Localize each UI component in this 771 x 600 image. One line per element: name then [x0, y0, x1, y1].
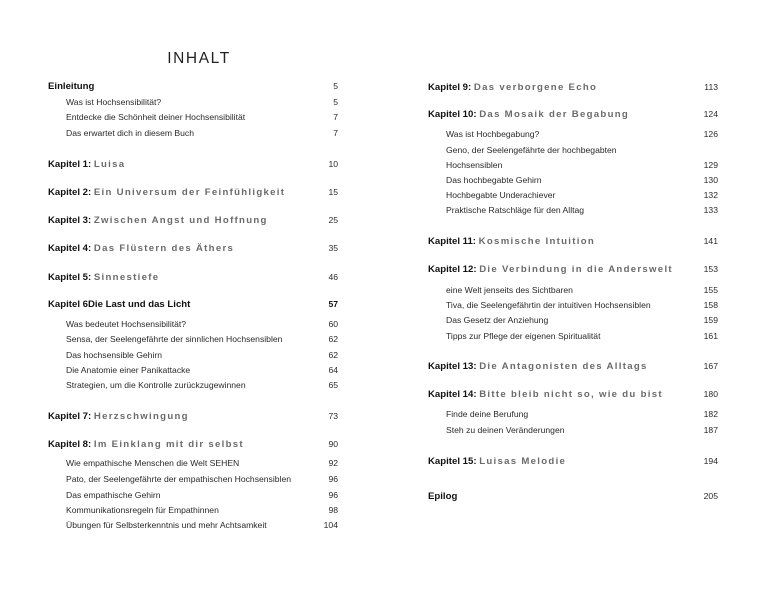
toc-subsection-entry [48, 520, 338, 530]
subsection-title: Übungen für Selbsterkenntnis und mehr Achtsamkeit [66, 520, 267, 530]
page-number: 182 [703, 409, 718, 419]
toc-subsection-entry [428, 190, 718, 200]
subsection-title: Entdecke die Schönheit deiner Hochsensibilität [66, 112, 246, 122]
subsection-title: Strategien, um die Kontrolle zurückzugewinnen [66, 380, 246, 390]
toc-subsection-entry [48, 350, 338, 360]
chapter-label: Kapitel 15: [428, 456, 477, 467]
toc-chapter-entry [48, 299, 338, 310]
toc-chapter-entry [428, 456, 718, 467]
page-number: 141 [703, 236, 718, 246]
chapter-title: Das Flüstern des Äthers [93, 243, 235, 254]
page-number: 113 [704, 82, 718, 92]
chapter-label: Epilog [428, 491, 458, 502]
chapter-label: Kapitel 3: [48, 215, 92, 226]
page-number: 159 [703, 315, 718, 325]
toc-subsection-entry [48, 490, 338, 500]
chapter-label: Kapitel 12: [428, 264, 477, 275]
toc-subsection-entry [48, 128, 338, 138]
toc-subsection-entry [48, 112, 338, 122]
page-number: 194 [703, 456, 718, 466]
chapter-title: Die Last und das Licht [88, 299, 191, 310]
toc-subsection-entry [428, 160, 718, 170]
chapter-label: Kapitel 5: [48, 272, 92, 283]
toc-subsection-entry [428, 315, 718, 325]
chapter-title: Luisa [93, 159, 126, 170]
subsection-title: Was ist Hochsensibilität? [66, 97, 162, 107]
subsection-title: Kommunikationsregeln für Empathinnen [66, 505, 219, 515]
page-number: 132 [703, 190, 718, 200]
page-number: 25 [328, 215, 338, 225]
toc-subsection-entry [48, 365, 338, 375]
page-number: 46 [328, 272, 338, 282]
page-number: 126 [703, 129, 718, 139]
page-number: 104 [323, 520, 338, 530]
toc-chapter-entry [48, 439, 338, 450]
toc-chapter-entry [428, 389, 718, 400]
toc-subsection-entry [428, 175, 718, 185]
toc-chapter-entry [48, 159, 338, 170]
chapter-title: Luisas Melodie [479, 456, 567, 467]
page-number: 90 [328, 439, 338, 449]
subsection-title: Hochbegabte Underachiever [446, 190, 556, 200]
toc-subsection-entry [428, 300, 718, 310]
page-number: 10 [328, 159, 338, 169]
page-number: 161 [703, 331, 718, 341]
toc-subsection-entry [48, 334, 338, 344]
page-number: 62 [328, 334, 338, 344]
page-number: 64 [328, 365, 338, 375]
chapter-title: Das verborgene Echo [473, 82, 598, 93]
toc-section-entry [428, 491, 718, 502]
chapter-label: Kapitel 10: [428, 109, 477, 120]
toc-chapter-entry [48, 243, 338, 254]
page-number: 96 [328, 490, 338, 500]
chapter-label: Kapitel 1: [48, 159, 92, 170]
subsection-title: Das hochsensible Gehirn [66, 350, 163, 360]
chapter-title: Zwischen Angst und Hoffnung [93, 215, 268, 226]
subsection-title: Tiva, die Seelengefährtin der intuitiven Hochsensiblen [446, 300, 651, 310]
chapter-label: Kapitel 7: [48, 411, 92, 422]
page-number: 133 [703, 205, 718, 215]
page-number: 7 [333, 128, 338, 138]
subsection-title: Geno, der Seelengefährte der hochbegabten [446, 145, 617, 155]
page-number: 73 [328, 411, 338, 421]
toc-subsection-entry [48, 319, 338, 329]
chapter-label: Kapitel 4: [48, 243, 92, 254]
page-number: 5 [333, 97, 338, 107]
subsection-title: Steh zu deinen Veränderungen [446, 425, 565, 435]
toc-subsection-entry [428, 145, 718, 155]
chapter-title: Herzschwingung [93, 411, 189, 422]
chapter-label: Kapitel 8: [48, 439, 92, 450]
subsection-title: Praktische Ratschläge für den Alltag [446, 205, 585, 215]
page-number: 15 [328, 187, 338, 197]
toc-chapter-entry [48, 272, 338, 283]
subsection-title: Das hochbegabte Gehirn [446, 175, 542, 185]
page-number: 124 [703, 109, 718, 119]
page-number: 96 [328, 474, 338, 484]
page-number: 92 [328, 458, 338, 468]
page-number: 129 [703, 160, 718, 170]
toc-subsection-entry [428, 129, 718, 139]
toc-subsection-entry [428, 331, 718, 341]
toc-section-entry [48, 81, 338, 92]
page-title: INHALT [167, 50, 231, 67]
page-number: 98 [328, 505, 338, 515]
page-number: 205 [703, 491, 718, 501]
subsection-title: Sensa, der Seelengefährte der sinnlichen Hochsensiblen [66, 334, 283, 344]
chapter-label: Kapitel 9: [428, 82, 472, 93]
chapter-label: Kapitel 6 [48, 299, 88, 310]
page-number: 180 [703, 389, 718, 399]
chapter-label: Kapitel 11: [428, 236, 476, 247]
subsection-title: Wie empathische Menschen die Welt SEHEN [66, 458, 240, 468]
chapter-title: Im Einklang mit dir selbst [93, 439, 244, 450]
subsection-title: Hochsensiblen [446, 160, 503, 170]
page-number: 5 [333, 81, 338, 91]
page-number: 158 [703, 300, 718, 310]
chapter-title: Kosmische Intuition [478, 236, 596, 247]
subsection-title: Was bedeutet Hochsensibilität? [66, 319, 187, 329]
toc-subsection-entry [428, 409, 718, 419]
toc-subsection-entry [48, 458, 338, 468]
toc-chapter-entry [48, 215, 338, 226]
chapter-label: Kapitel 14: [428, 389, 477, 400]
page-number: 35 [328, 243, 338, 253]
toc-chapter-entry [428, 264, 718, 275]
subsection-title: Finde deine Berufung [446, 409, 529, 419]
toc-chapter-entry [428, 361, 718, 372]
chapter-label: Einleitung [48, 81, 95, 92]
subsection-title: Das empathische Gehirn [66, 490, 161, 500]
chapter-title: Bitte bleib nicht so, wie du bist [479, 389, 663, 400]
subsection-title: Die Anatomie einer Panikattacke [66, 365, 191, 375]
toc-subsection-entry [48, 97, 338, 107]
chapter-title: Sinnestiefe [93, 272, 160, 283]
page-number: 167 [703, 361, 718, 371]
page-number: 60 [328, 319, 338, 329]
toc-subsection-entry [428, 205, 718, 215]
page-number: 187 [703, 425, 718, 435]
page-number: 155 [703, 285, 718, 295]
toc-chapter-entry [428, 109, 718, 120]
subsection-title: eine Welt jenseits des Sichtbaren [446, 285, 573, 295]
page-number: 57 [328, 299, 338, 309]
subsection-title: Das Gesetz der Anziehung [446, 315, 549, 325]
toc-chapter-entry [48, 411, 338, 422]
toc-subsection-entry [48, 505, 338, 515]
subsection-title: Tipps zur Pflege der eigenen Spiritualität [446, 331, 601, 341]
toc-subsection-entry [48, 474, 338, 484]
toc-subsection-entry [48, 380, 338, 390]
chapter-title: Das Mosaik der Begabung [479, 109, 630, 120]
page-number: 153 [703, 264, 718, 274]
chapter-title: Ein Universum der Feinfühligkeit [93, 187, 286, 198]
subsection-title: Pato, der Seelengefährte der empathischen Hochsensiblen [66, 474, 292, 484]
subsection-title: Was ist Hochbegabung? [446, 129, 540, 139]
page-number: 130 [703, 175, 718, 185]
chapter-label: Kapitel 2: [48, 187, 92, 198]
toc-subsection-entry [428, 425, 718, 435]
toc-subsection-entry [428, 285, 718, 295]
toc-chapter-entry [428, 236, 718, 247]
page-number: 7 [333, 112, 338, 122]
chapter-title: Die Verbindung in die Anderswelt [479, 264, 673, 275]
page-number: 65 [328, 380, 338, 390]
chapter-title: Die Antagonisten des Alltags [479, 361, 648, 372]
page-number: 62 [328, 350, 338, 360]
toc-chapter-entry [48, 187, 338, 198]
chapter-label: Kapitel 13: [428, 361, 477, 372]
toc-chapter-entry [428, 82, 718, 93]
subsection-title: Das erwartet dich in diesem Buch [66, 128, 195, 138]
